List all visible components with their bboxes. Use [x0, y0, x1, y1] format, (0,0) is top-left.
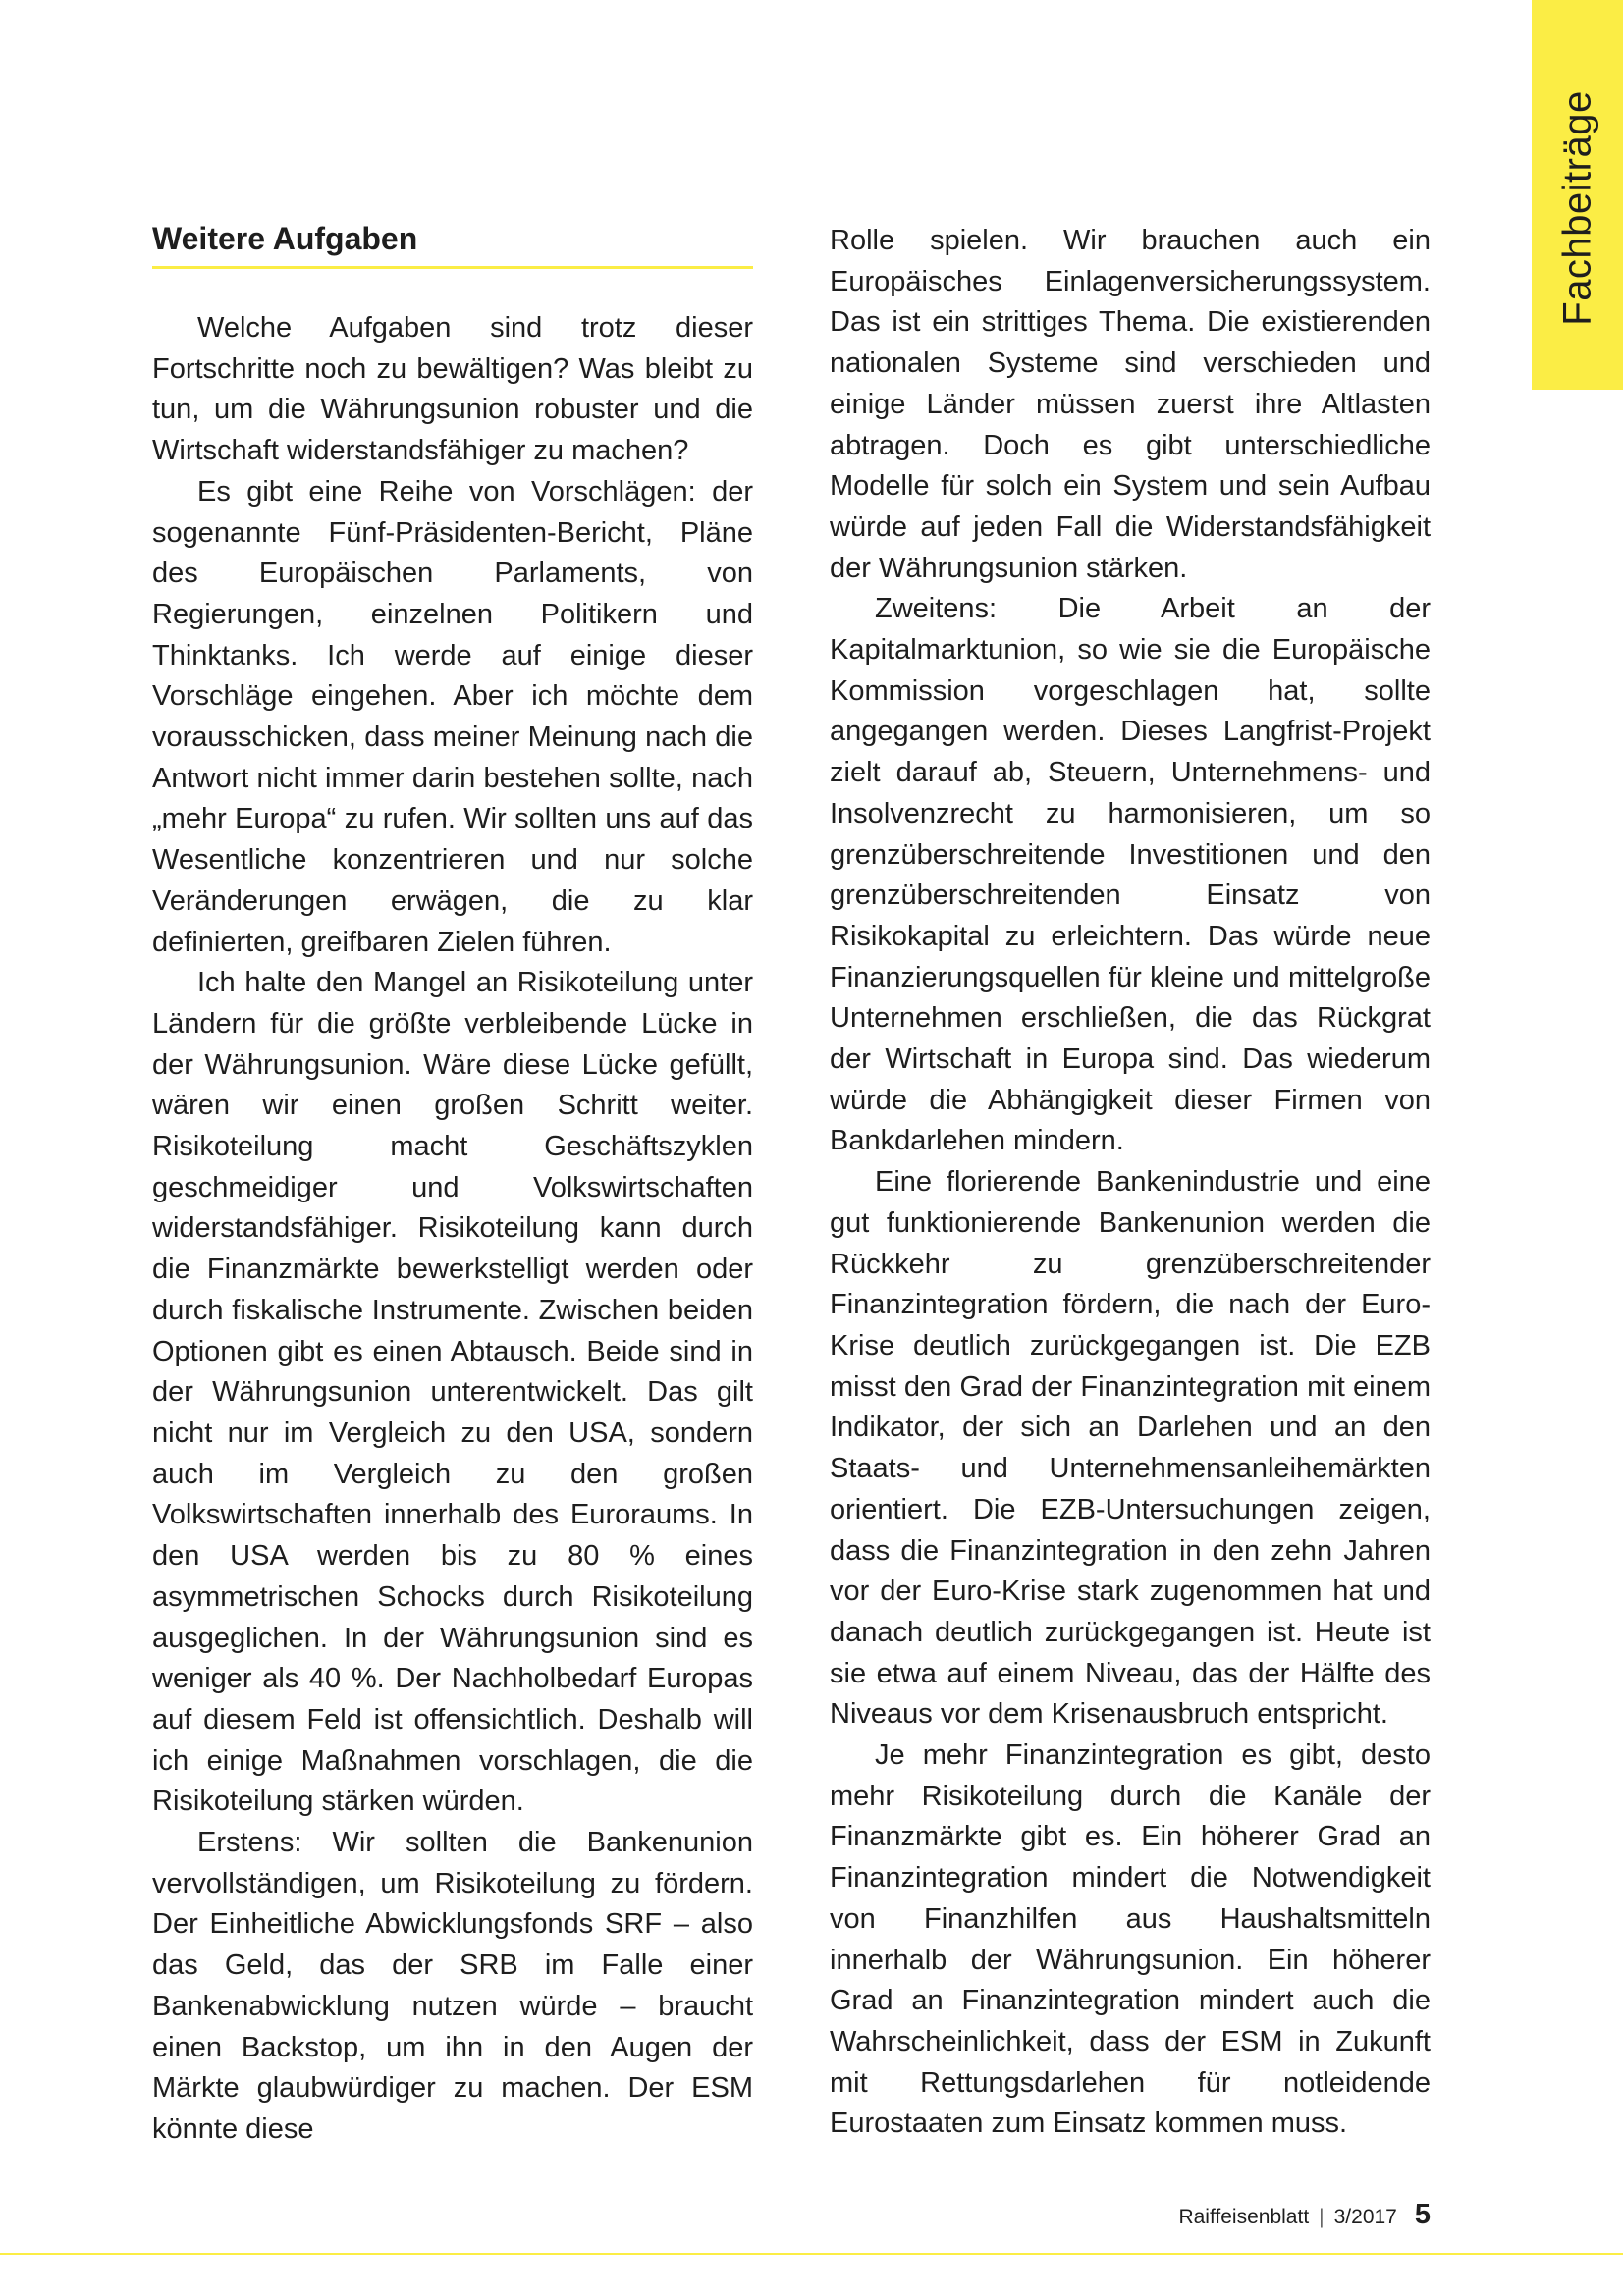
paragraph: Je mehr Finanzintegration es gibt, desto mehr Risikoteilung durch die Kanäle der Finanzmärkte gibt es. Ein höherer Grad an Finanzintegration mindert die Notwendigkeit von Finanzhilfen aus Haushaltsmitteln innerhalb der Währungsunion. Ein höherer Grad an Finanzintegration mindert auch die Wahrscheinlichkeit, dass der ESM in Zukunft mit Rettungsdarlehen für notleidende Eurostaaten zum Einsatz kommen muss. [830, 1739, 1431, 2140]
paragraph: Rolle spielen. Wir brauchen auch ein Europäisches Einlagenversicherungssystem. Das ist ein strittiges Thema. Die existierenden nationalen Systeme sind verschieden und einige Länder müssen zuerst ihre Altlasten abtragen. Doch es gibt unterschiedliche Modelle für solch ein System und sein Aufbau würde auf jeden Fall die Widerstandsfähigkeit der Währungsunion stärken. [830, 225, 1431, 584]
paragraph: Welche Aufgaben sind trotz dieser Fortschritte noch zu bewältigen? Was bleibt zu tun, um die Währungsunion robuster und die Wirtschaft widerstandsfähiger zu machen? [152, 312, 753, 467]
footer-rule [0, 2253, 1623, 2255]
section-tab [1532, 0, 1623, 390]
section-heading: Weitere Aufgaben [152, 221, 753, 269]
paragraph: Erstens: Wir sollten die Bankenunion vervollständigen, um Risikoteilung zu fördern. Der Einheitliche Abwicklungsfonds SRF – also das Geld, das der SRB im Falle einer Bankenabwicklung nutzen würde – braucht einen Backstop, um ihn in den Augen der Märkte glaubwürdiger zu machen. Der ESM könnte diese [152, 1827, 753, 2145]
publication-name: Raiffeisenblatt [1178, 2206, 1310, 2228]
page-number: 5 [1414, 2199, 1431, 2230]
paragraph: Zweitens: Die Arbeit an der Kapitalmarktunion, so wie sie die Europäische Kommission vorgeschlagen hat, sollte angegangen werden. Dieses Langfrist-Projekt zielt darauf ab, Steuern, Unternehmens- und Insolvenzrecht zu harmonisieren, um so grenzüberschreitende Investitionen und den grenzüberschreitenden Einsatz von Risikokapital zu erleichtern. Das würde neue Finanzierungsquellen für kleine und mittelgroße Unternehmen erschließen, die das Rückgrat der Wirtschaft in Europa sind. Das wiederum würde die Abhängigkeit dieser Firmen von Bankdarlehen mindern. [830, 593, 1431, 1157]
paragraph: Eine florierende Bankenindustrie und eine gut funktionierende Bankenunion werden die Rückkehr zu grenzüberschreitender Finanzintegration fördern, die nach der Euro-Krise deutlich zurückgegangen ist. Die EZB misst den Grad der Finanzintegration mit einem Indikator, der sich an Darlehen und an den Staats- und Unternehmensanleihemärkten orientiert. Die EZB-Untersuchungen zeigen, dass die Finanzintegration in den zehn Jahren vor der Euro-Krise stark zugenommen hat und danach deutlich zurückgegangen ist. Heute ist sie etwa auf einem Niveau, das der Hälfte des Niveaus vor dem Krisenausbruch entspricht. [830, 1166, 1431, 1731]
issue-number: 3/2017 [1333, 2206, 1397, 2228]
paragraph: Es gibt eine Reihe von Vorschlägen: der sogenannte Fünf-Präsidenten-Bericht, Pläne des Europäischen Parlaments, von Regierungen, einzelnen Politikern und Thinktanks. Ich werde auf einige dieser Vorschläge eingehen. Aber ich möchte dem vorausschicken, dass meiner Meinung nach die Antwort nicht immer darin bestehen sollte, nach „mehr Europa“ zu rufen. Wir sollten uns auf das Wesentliche konzentrieren und nur solche Veränderungen erwägen, die zu klar definierten, greifbaren Zielen führen. [152, 475, 753, 958]
paragraph: Ich halte den Mangel an Risikoteilung unter Ländern für die größte verbleibende Lücke in der Währungsunion. Wäre diese Lücke gefüllt, wären wir einen großen Schritt weiter. Risikoteilung macht Geschäftszyklen geschmeidiger und Volkswirtschaften widerstandsfähiger. Risikoteilung kann durch die Finanzmärkte bewerkstelligt werden oder durch fiskalische Instrumente. Zwischen beiden Optionen gibt es einen Abtausch. Beide sind in der Währungsunion unterentwickelt. Das gilt nicht nur im Vergleich zu den USA, sondern auch im Vergleich zu den großen Volkswirtschaften innerhalb des Euroraums. In den USA werden bis zu 80 % eines asymmetrischen Schocks durch Risikoteilung ausgeglichen. In der Währungsunion sind es weniger als 40 %. Der Nachholbedarf Europas auf diesem Feld ist offensichtlich. Deshalb will ich einige Maßnahmen vorschlagen, die die Risikoteilung stärken würden. [152, 967, 753, 1818]
left-column [152, 221, 753, 2151]
right-column [830, 221, 1431, 2145]
section-tab-label: Fachbeiträge [1555, 90, 1598, 326]
footer-separator: | [1319, 2206, 1325, 2228]
page-footer [1178, 2199, 1431, 2231]
